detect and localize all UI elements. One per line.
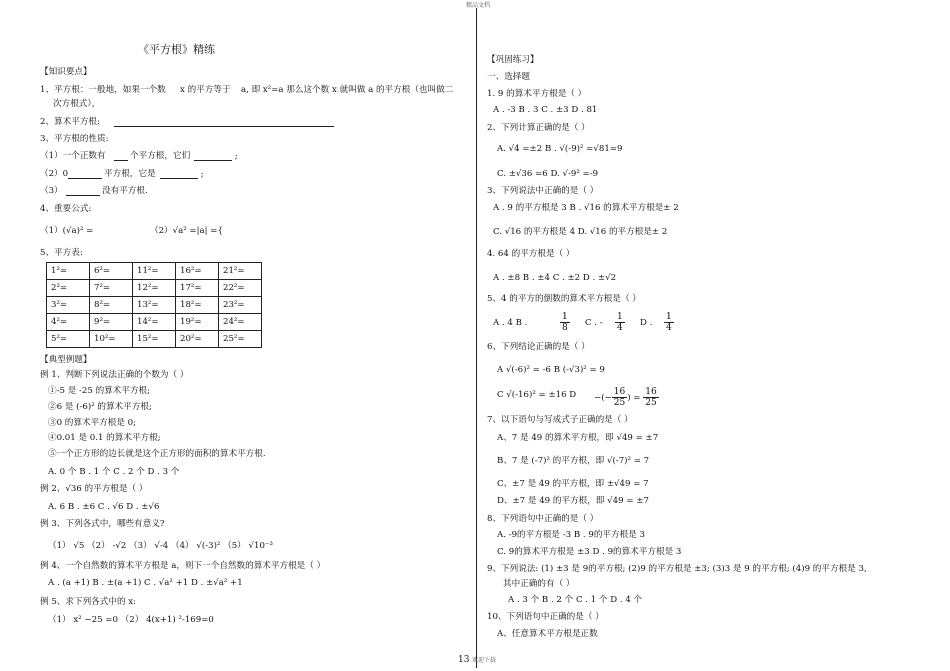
table-cell: 7²= [90, 280, 133, 297]
k3-1a: （1）一个正数有 [40, 151, 106, 161]
example-1-item: ③0 的算术平方根是 0; [48, 418, 137, 428]
q8-ab: A. -9的平方根是 -3 B . 9的平方根是 3 [497, 530, 645, 540]
column-divider [476, 8, 477, 668]
q3-cd: C. √16 的平方根是 4 D. √16 的平方根是± 2 [493, 227, 668, 237]
table-cell: 22²= [219, 280, 262, 297]
k3: 3、平方根的性质: [40, 134, 109, 144]
k3-3a: （3） [40, 186, 63, 196]
question-10: 10、下列语句中正确的是（ ） [487, 612, 604, 622]
q3-ab: A . 9 的平方根是 3 B . √16 的算术平方根是± 2 [493, 203, 679, 213]
table-cell: 23²= [219, 297, 262, 314]
fraction: $\frac{16}{25}$ [645, 387, 657, 408]
question-7: 7、以下语句与写成式子正确的是（ ） [487, 415, 633, 425]
table-cell: 9²= [90, 314, 133, 331]
table-cell: 1²= [47, 263, 90, 280]
fraction: $\frac{1}{4}$ [666, 312, 672, 333]
question-4: 4. 64 的平方根是（ ） [487, 249, 575, 259]
k3-1b: 个平方根，它们 [130, 151, 191, 161]
q4-options: A . ±8 B . ±4 C . ±2 D . ±√2 [493, 273, 617, 283]
table-cell: 6²= [90, 263, 133, 280]
section-practice: 【巩固练习】 [487, 55, 539, 65]
q2-ab: A. √4 =±2 B . √(-9)² =√81=9 [497, 144, 623, 154]
q8-cd: C. 9的算术平方根是 ±3 D . 9的算术平方根是 3 [497, 547, 682, 557]
example-1-item: ②6 是 (-6)² 的算术平方根; [48, 402, 152, 412]
question-6: 6、下列结论正确的是（ ） [487, 342, 590, 352]
question-5: 5、4 的平方的倒数的算术平方根是（ ） [487, 294, 641, 304]
answer-line [114, 117, 334, 127]
question-1: 1. 9 的算术平方根是（ ） [487, 89, 587, 99]
page-number: 13 [458, 655, 470, 665]
example-3: 例 3、下列各式中，哪些有意义? [40, 519, 165, 529]
fraction: $\frac{16}{25}$ [613, 387, 626, 408]
table-cell: 18²= [176, 297, 219, 314]
k1c: a, 即 x²=a 那么这个数 [241, 85, 330, 95]
q2-cd: C. ±√36 =6 D. √-9² =-9 [497, 169, 599, 179]
question-3: 3、下列说法中正确的是（ ） [487, 186, 599, 196]
example-1-item: ④0.01 是 0.1 的算术平方根; [48, 433, 161, 443]
q9-options: A . 3 个 B . 2 个 C . 1 个 D . 4 个 [508, 595, 643, 605]
table-cell: 14²= [133, 314, 176, 331]
k1d: x 就叫做 a 的平方根（也叫做二 [332, 85, 454, 95]
q7-d: D、±7 是 49 的平方根，即 √49 = ±7 [497, 496, 649, 506]
question-2: 2、下列计算正确的是（ ） [487, 123, 590, 133]
k3-2a: （2）0 [40, 169, 69, 179]
table-cell: 20²= [176, 331, 219, 348]
q5-c: C . - [585, 318, 603, 328]
k4-1: （1）(√a)² = [40, 226, 94, 236]
k3-3b: 没有平方根. [102, 186, 148, 196]
example-4-options: A . (a +1) B . ±(a +1) C . √a² +1 D . ±√a² +1 [48, 578, 243, 588]
page-title: 《平方根》精练 [138, 43, 215, 56]
fraction: $\frac{1}{8}$ [562, 312, 568, 333]
table-cell: 25²= [219, 331, 262, 348]
table-cell: 2²= [47, 280, 90, 297]
q5-a: A . 4 B . [493, 318, 528, 328]
table-cell: 10²= [90, 331, 133, 348]
q7-b: B、7 是 (-7)² 的平方根，即 √(-7)² = 7 [497, 456, 650, 466]
q6-ab: A √(-6)² = -6 B (-√3)² = 9 [497, 365, 605, 375]
table-cell: 19²= [176, 314, 219, 331]
table-cell: 16²= [176, 263, 219, 280]
example-3-options: （1） √5 （2） -√2 （3） √-4 （4） √(-3)² （5） √10⁻³ [48, 541, 273, 551]
example-5-options: （1） x² −25 =0 （2） 4(x+1) ²-169=0 [48, 615, 214, 625]
example-1-options: A. 0 个 B . 1 个 C . 2 个 D . 3 个 [48, 467, 180, 477]
example-2-options: A. 6 B . ±6 C . √6 D . ±√6 [48, 502, 160, 512]
table-cell: 11²= [133, 263, 176, 280]
q5-d: D . [640, 318, 653, 328]
k5: 5、平方表: [40, 248, 83, 258]
k3-2b: 平方根，它是 [104, 169, 156, 179]
q7-c: C、±7 是 49 的平方根，即 ±√49 = 7 [497, 479, 649, 489]
table-cell: 15²= [133, 331, 176, 348]
k4-2: （2）√a² =|a| ={ [150, 226, 223, 236]
part-one: 一、选择题 [487, 72, 530, 82]
example-1-item: ⑤一个正方形的边长就是这个正方形的面积的算术平方根. [48, 449, 266, 459]
k1e: 次方根式）， [53, 99, 101, 109]
q7-a: A、7 是 49 的算术平方根，即 √49 = ±7 [497, 433, 659, 443]
footer-tag: 欢迎下载 [472, 657, 497, 664]
table-cell: 17²= [176, 280, 219, 297]
top-tag: 精品文档 [466, 2, 491, 9]
example-2: 例 2、√36 的平方根是（ ） [40, 484, 148, 494]
q10-a: A、任意算术平方根是正数 [497, 629, 598, 639]
q9-b: 其中正确的有（ ） [503, 579, 575, 589]
table-cell: 8²= [90, 297, 133, 314]
table-cell: 5²= [47, 331, 90, 348]
example-1: 例 1、判断下列说法正确的个数为（ ） [40, 370, 189, 380]
q6-c: C √(-16)² = ±16 D [497, 390, 577, 400]
q1-options: A . -3 B . 3 C . ±3 D . 81 [493, 105, 598, 115]
square-table [46, 262, 262, 348]
k4: 4、重要公式: [40, 204, 92, 214]
section-knowledge: 【知识要点】 [40, 67, 92, 77]
table-cell: 4²= [47, 314, 90, 331]
table-cell: 12²= [133, 280, 176, 297]
k1b: x 的平方等于 [180, 85, 231, 95]
question-9: 9、下列说法: (1) ±3 是 9的平方根; (2)9 的平方根是 ±3; (3)3 是 9 的平方根; (4)9 的平方根是 3, [487, 564, 867, 574]
table-cell: 13²= [133, 297, 176, 314]
question-8: 8、下列语句中正确的是（ ） [487, 514, 599, 524]
example-5: 例 5、求下列各式中的 x: [40, 597, 137, 607]
example-4: 例 4、一个自然数的算术平方根是 a，则下一个自然数的算术平方根是（ ） [40, 561, 326, 571]
table-cell: 3²= [47, 297, 90, 314]
fraction: $\frac{1}{4}$ [617, 312, 623, 333]
k1a: 1、平方根：一般地，如果一个数 [40, 85, 166, 95]
k2: 2、算术平方根: [40, 117, 100, 127]
table-cell: 21²= [219, 263, 262, 280]
example-1-item: ①-5 是 -25 的算术平方根; [48, 386, 151, 396]
section-examples: 【典型例题】 [40, 355, 92, 365]
table-cell: 24²= [219, 314, 262, 331]
